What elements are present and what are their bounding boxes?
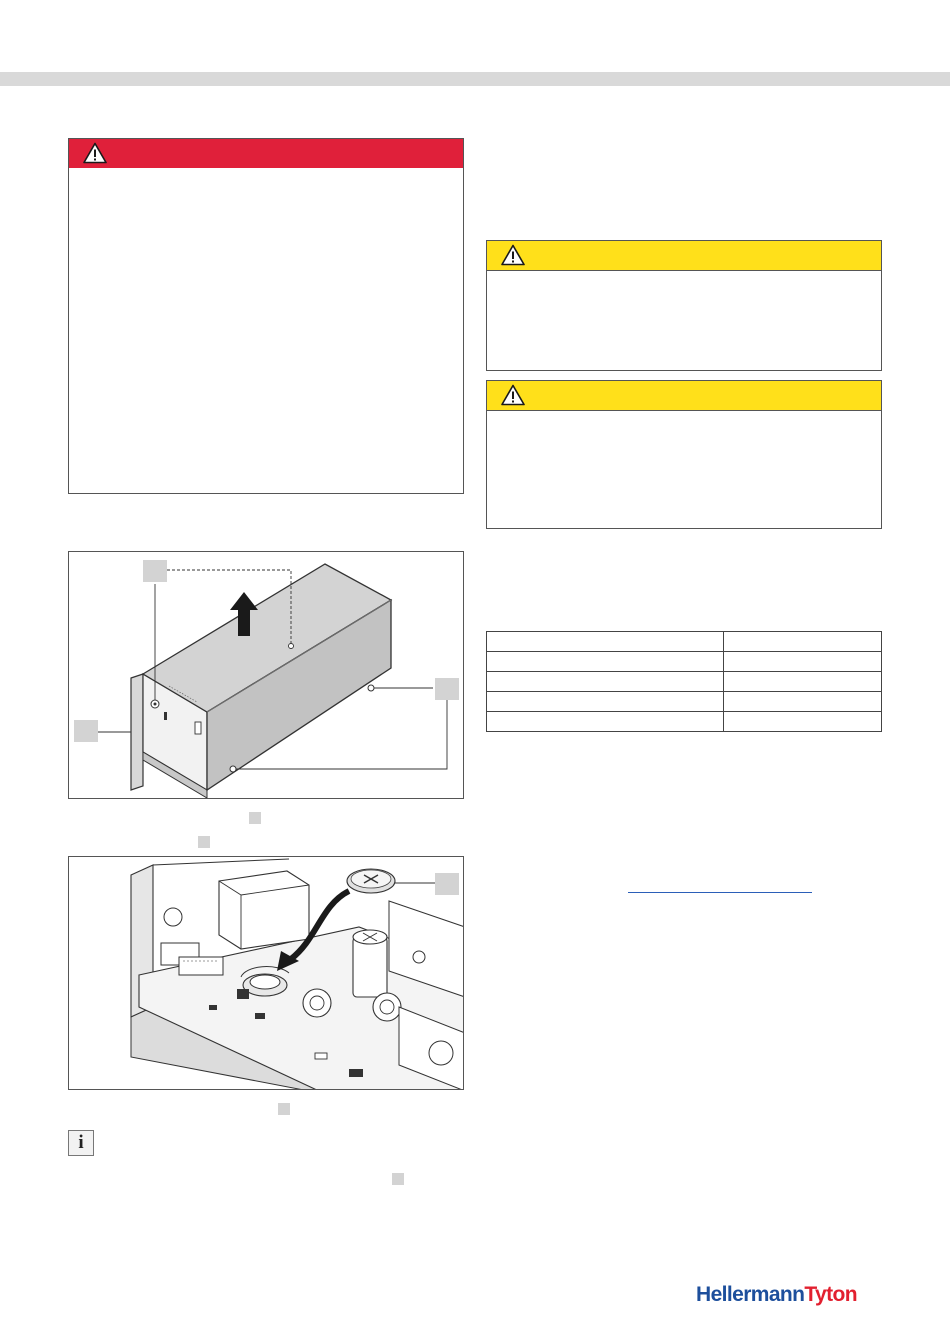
caution-header <box>487 241 881 271</box>
figure-battery-replacement <box>68 856 464 1090</box>
table-cell <box>724 712 882 732</box>
reference-marker <box>278 1103 290 1115</box>
table-row <box>487 712 882 732</box>
brand-logo <box>696 1283 857 1307</box>
table-row <box>487 652 882 672</box>
table-cell <box>724 632 882 652</box>
table-cell <box>487 692 724 712</box>
header-band <box>0 72 950 86</box>
warning-triangle-icon <box>83 142 107 164</box>
hyperlink[interactable] <box>628 892 812 893</box>
warning-triangle-icon <box>501 244 525 266</box>
table-cell <box>487 712 724 732</box>
danger-notice <box>68 138 464 494</box>
table-cell <box>487 632 724 652</box>
warning-triangle-icon <box>501 384 525 406</box>
caution-header <box>487 381 881 411</box>
danger-header <box>69 139 463 168</box>
reference-marker <box>249 812 261 824</box>
table-cell <box>487 672 724 692</box>
reference-marker <box>198 836 210 848</box>
info-icon <box>68 1130 94 1156</box>
table-cell <box>724 692 882 712</box>
specification-table <box>486 631 882 732</box>
table-cell <box>487 652 724 672</box>
table-row <box>487 672 882 692</box>
figure-housing-cover <box>68 551 464 799</box>
table-cell <box>724 672 882 692</box>
reference-marker <box>392 1173 404 1185</box>
table-row <box>487 692 882 712</box>
info-symbol: i <box>78 1132 84 1153</box>
brand-logo-part2: Tyton <box>804 1283 857 1306</box>
caution-notice <box>486 240 882 371</box>
caution-notice <box>486 380 882 529</box>
brand-logo-part1: Hellermann <box>696 1283 805 1306</box>
table-row <box>487 632 882 652</box>
table-cell <box>724 652 882 672</box>
